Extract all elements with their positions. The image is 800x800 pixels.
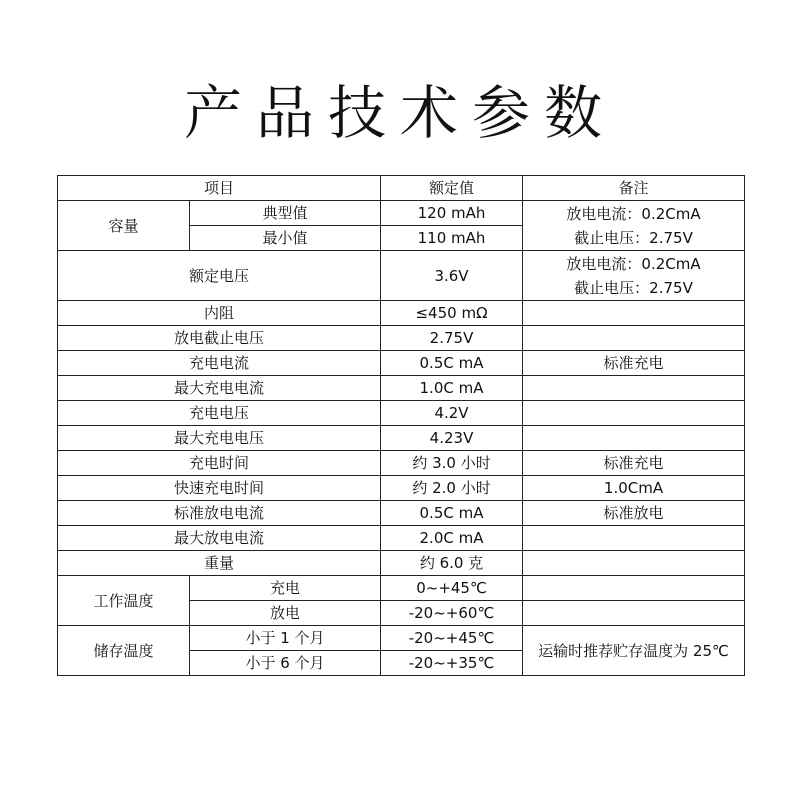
operating-discharge-label: 放电 — [190, 601, 381, 626]
operating-charge-label: 充电 — [190, 576, 381, 601]
row-note — [523, 326, 745, 351]
row-value: 0.5C mA — [381, 351, 523, 376]
operating-temp-label: 工作温度 — [58, 576, 190, 626]
operating-charge-value: 0~+45℃ — [381, 576, 523, 601]
row-label: 快速充电时间 — [58, 476, 381, 501]
capacity-note-line1: 放电电流：0.2CmA — [566, 204, 701, 223]
row-note: 标准放电 — [523, 501, 745, 526]
operating-discharge-value: -20~+60℃ — [381, 601, 523, 626]
row-value: 2.0C mA — [381, 526, 523, 551]
row-value: 约 2.0 小时 — [381, 476, 523, 501]
header-note: 备注 — [523, 176, 745, 201]
row-note: 标准充电 — [523, 351, 745, 376]
capacity-note-line2: 截止电压：2.75V — [574, 228, 693, 247]
table-row — [58, 326, 745, 351]
row-value: 0.5C mA — [381, 501, 523, 526]
row-note — [523, 426, 745, 451]
row-label: 充电电流 — [58, 351, 381, 376]
storage-6months-value: -20~+35℃ — [381, 651, 523, 676]
row-note: 1.0CmA — [523, 476, 745, 501]
capacity-minimum-label: 最小值 — [190, 226, 381, 251]
row-note — [523, 526, 745, 551]
table-row — [58, 426, 745, 451]
storage-1month-value: -20~+45℃ — [381, 626, 523, 651]
row-note — [523, 551, 745, 576]
table-row — [58, 201, 745, 226]
operating-discharge-note — [523, 601, 745, 626]
table-row — [58, 576, 745, 601]
rated-voltage-label: 额定电压 — [58, 251, 381, 301]
table-row — [58, 401, 745, 426]
row-value: 2.75V — [381, 326, 523, 351]
row-label: 内阻 — [58, 301, 381, 326]
row-label: 标准放电电流 — [58, 501, 381, 526]
row-value: 4.2V — [381, 401, 523, 426]
row-label: 最大放电电流 — [58, 526, 381, 551]
table-row — [58, 451, 745, 476]
row-label: 重量 — [58, 551, 381, 576]
row-note — [523, 376, 745, 401]
capacity-typical-value: 120 mAh — [381, 201, 523, 226]
row-value: 4.23V — [381, 426, 523, 451]
rated-voltage-note — [523, 251, 745, 301]
operating-charge-note — [523, 576, 745, 601]
table-row — [58, 626, 745, 651]
row-label: 充电时间 — [58, 451, 381, 476]
table-row — [58, 551, 745, 576]
capacity-note — [523, 201, 745, 251]
capacity-minimum-value: 110 mAh — [381, 226, 523, 251]
storage-1month-label: 小于 1 个月 — [190, 626, 381, 651]
row-note — [523, 301, 745, 326]
storage-note: 运输时推荐贮存温度为 25℃ — [523, 626, 745, 676]
row-label: 最大充电电流 — [58, 376, 381, 401]
header-rated: 额定值 — [381, 176, 523, 201]
table-row — [58, 301, 745, 326]
spec-table-body — [58, 176, 745, 676]
header-row — [58, 176, 745, 201]
table-row — [58, 526, 745, 551]
rated-voltage-note-line1: 放电电流：0.2CmA — [566, 254, 701, 273]
table-row — [58, 501, 745, 526]
storage-temp-label: 储存温度 — [58, 626, 190, 676]
capacity-typical-label: 典型值 — [190, 201, 381, 226]
row-value: ≤450 mΩ — [381, 301, 523, 326]
row-value: 约 6.0 克 — [381, 551, 523, 576]
storage-6months-label: 小于 6 个月 — [190, 651, 381, 676]
row-value: 1.0C mA — [381, 376, 523, 401]
spec-table — [57, 175, 745, 676]
header-item: 项目 — [58, 176, 381, 201]
row-label: 充电电压 — [58, 401, 381, 426]
row-note: 标准充电 — [523, 451, 745, 476]
table-row — [58, 376, 745, 401]
rated-voltage-note-line2: 截止电压：2.75V — [574, 278, 693, 297]
row-note — [523, 401, 745, 426]
table-row — [58, 351, 745, 376]
capacity-label: 容量 — [58, 201, 190, 251]
table-row — [58, 476, 745, 501]
page-title: 产品技术参数 — [183, 79, 616, 147]
row-label: 放电截止电压 — [58, 326, 381, 351]
rated-voltage-value: 3.6V — [381, 251, 523, 301]
row-label: 最大充电电压 — [58, 426, 381, 451]
table-row — [58, 251, 745, 301]
row-value: 约 3.0 小时 — [381, 451, 523, 476]
